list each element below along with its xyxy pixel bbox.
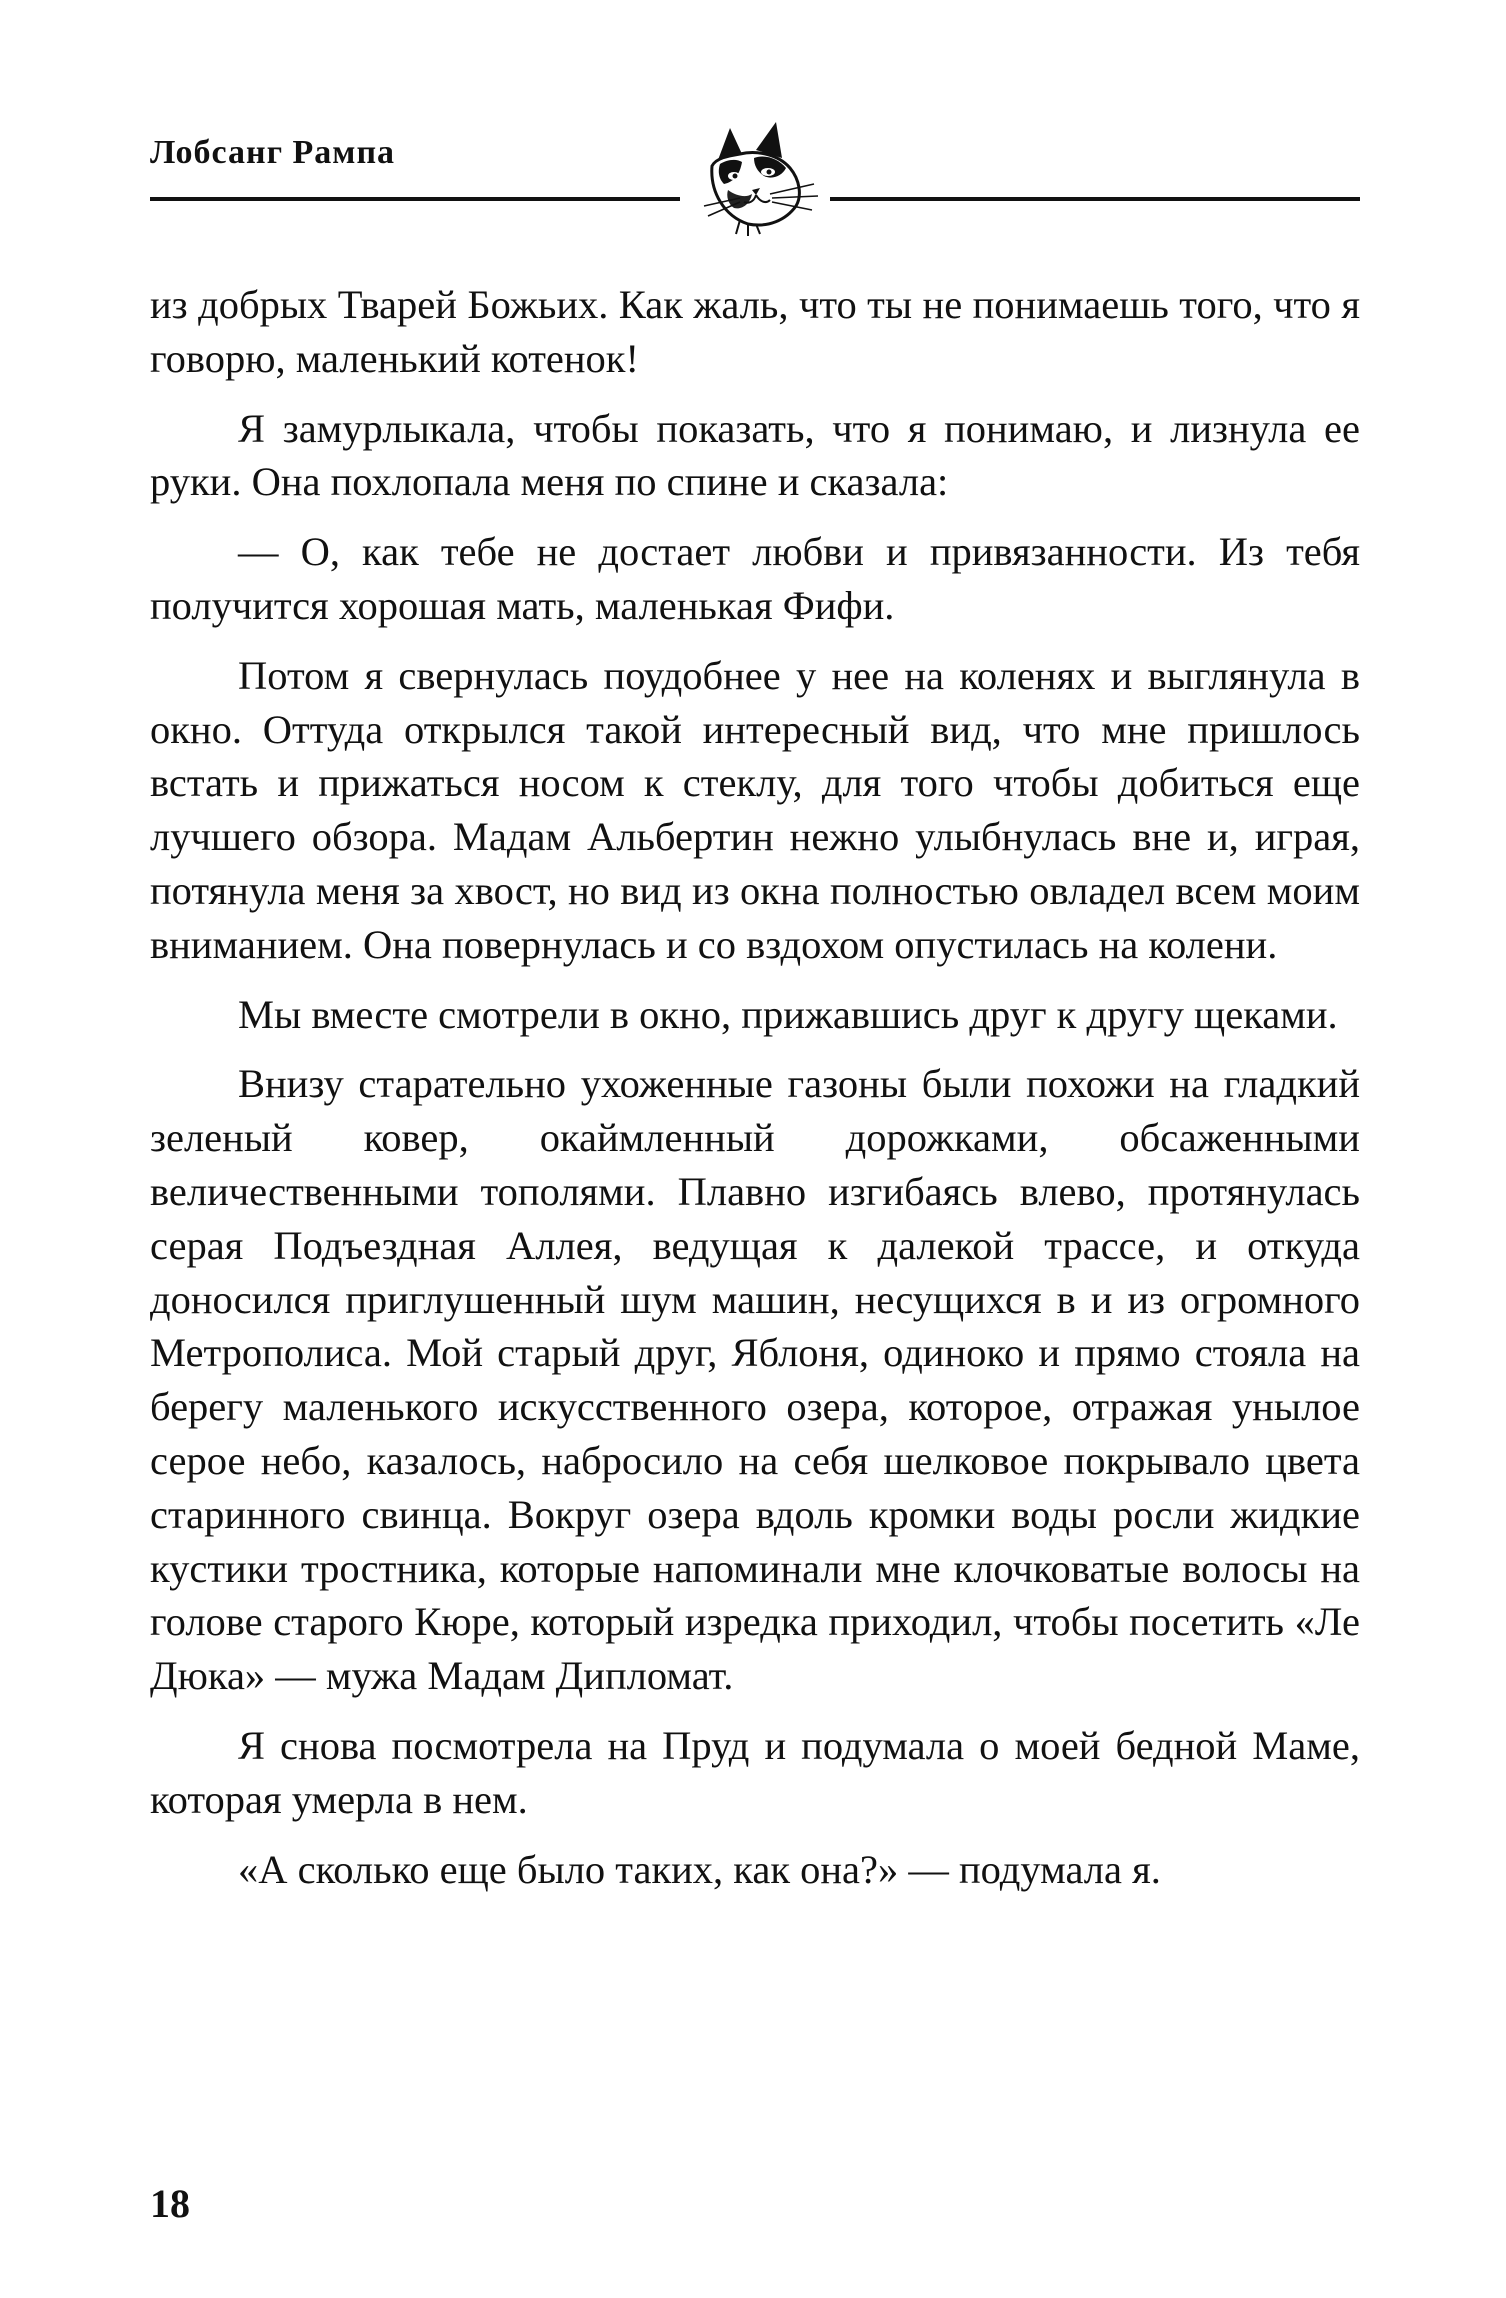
- paragraph-4: Потом я свернулась поудобнее у нее на коленях и выглянула в окно. Оттуда открылся такой интересный вид, что мне пришлось встать и прижаться носом к стеклу, для того чтобы добиться еще лучшего обзора. Мадам Альбертин нежно улыбнулась вне и, играя, потянула меня за хвост, но вид из окна полностью овладел всем моим вниманием. Она повернулась и со вздохом опустилась на колени.: [150, 652, 1360, 967]
- header-author: Лобсанг Рампа: [150, 134, 396, 171]
- running-header: [150, 128, 1360, 238]
- paragraph-7: Я снова посмотрела на Пруд и подумала о моей бедной Маме, которая умерла в нем.: [150, 1722, 1360, 1822]
- page-body: [150, 278, 1360, 1912]
- header-rule-left: [150, 197, 680, 201]
- paragraph-2: Я замурлыкала, чтобы показать, что я понимаю, и лизнула ее руки. Она похлопала меня по спине и сказала:: [150, 405, 1360, 505]
- paragraph-8: «А сколько еще было таких, как она?» — подумала я.: [238, 1846, 1161, 1892]
- paragraph-6: Внизу старательно ухоженные газоны были похожи на гладкий зеленый ковер, окаймленный дорожками, обсаженными величественными тополями. Плавно изгибаясь влево, протянулась серая Подъездная Аллея, ведущая к далекой трассе, и откуда доносился приглушенный шум машин, несущихся в и из огромного Метрополиса. Мой старый друг, Яблоня, одиноко и прямо стояла на берегу маленького искусственного озера, которое, отражая унылое серое небо, казалось, набросило на себя шелковое покрывало цвета старинного свинца. Вокруг озера вдоль кромки воды росли жидкие кустики тростника, которые напоминали мне клочковатые волосы на голове старого Кюре, который изредка приходил, чтобы посетить «Ле Дюка» — мужа Мадам Дипломат.: [150, 1061, 1360, 1699]
- paragraph-3: — О, как тебе не достает любви и привязанности. Из тебя получится хорошая мать, маленькая Фифи.: [150, 529, 1360, 628]
- page-number: 18: [150, 2181, 190, 2226]
- cat-head-icon: [690, 120, 830, 238]
- paragraph-1: из добрых Тварей Божьих. Как жаль, что ты не понимаешь того, что я говорю, маленький котенок!: [150, 282, 1360, 381]
- paragraph-5: Мы вместе смотрели в окно, прижавшись друг к другу щеками.: [238, 991, 1338, 1037]
- header-rule-right: [830, 197, 1360, 201]
